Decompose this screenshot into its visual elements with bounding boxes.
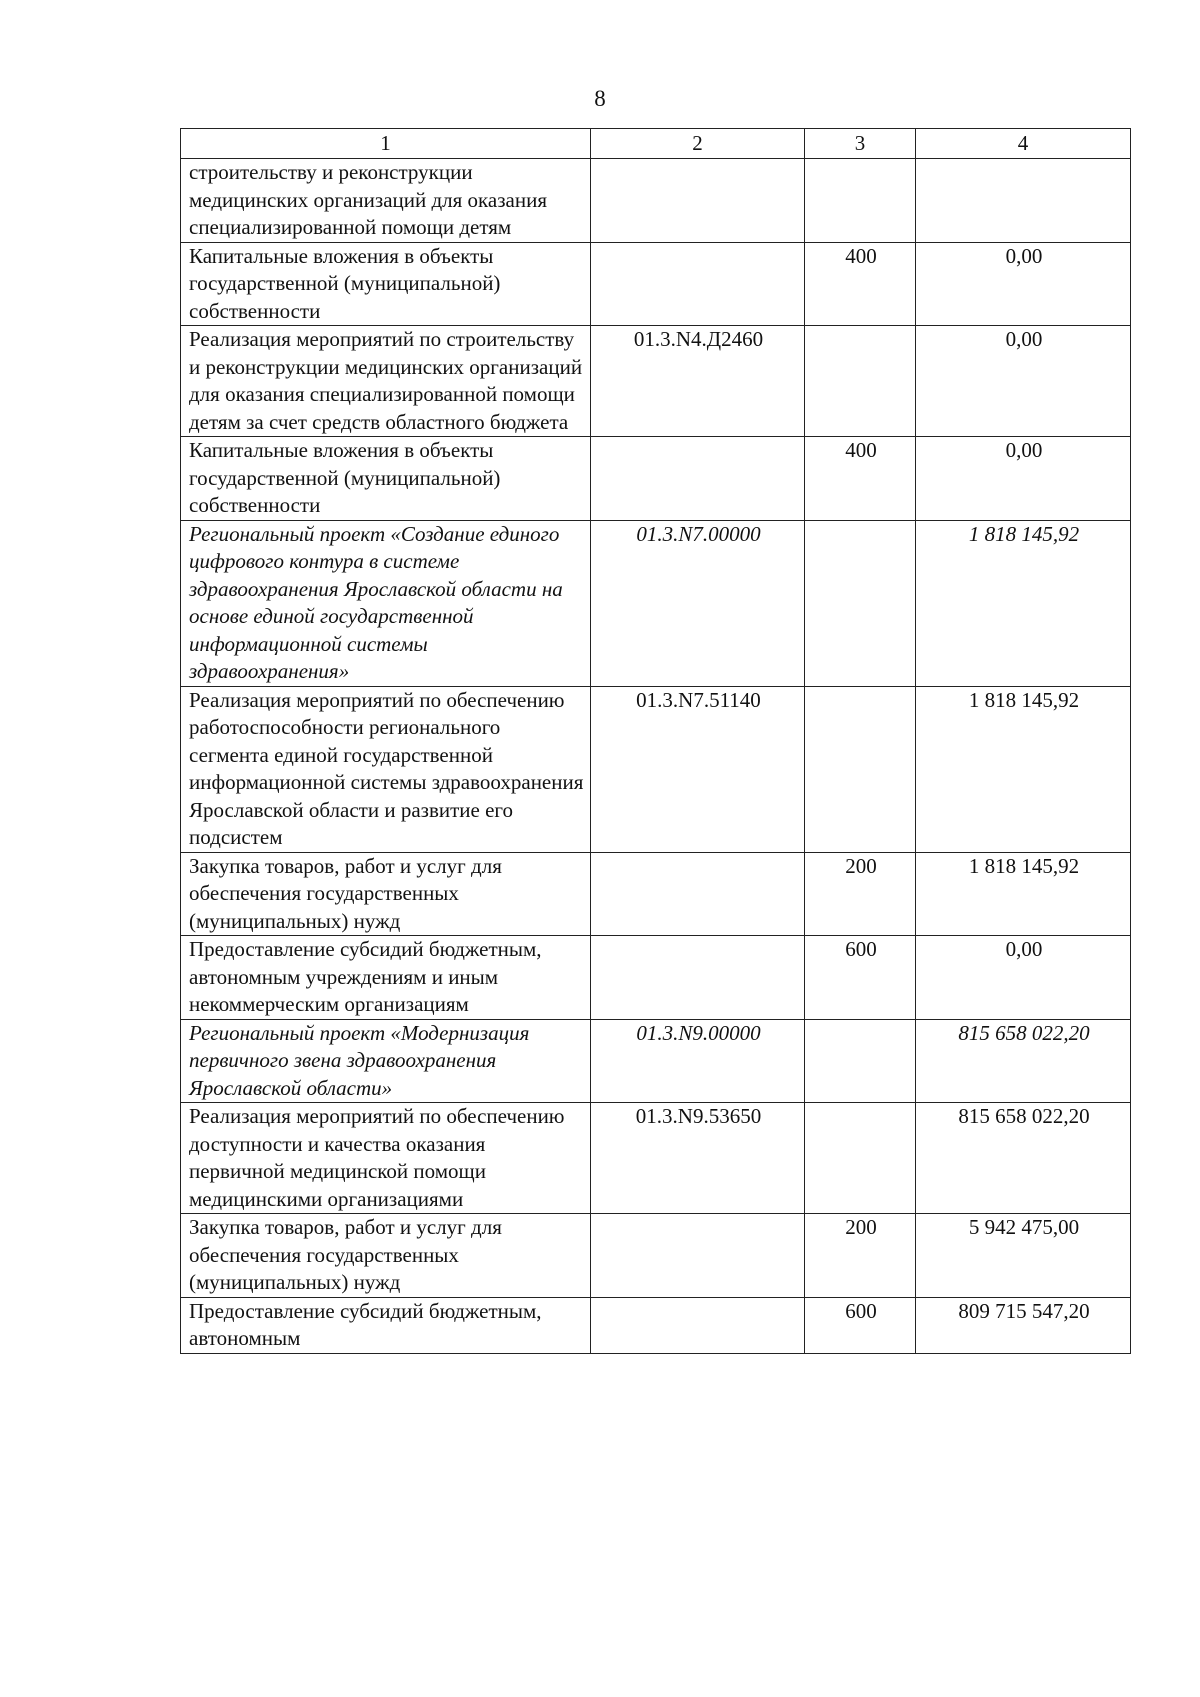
row-amount-cell: 815 658 022,20 xyxy=(916,1103,1131,1214)
row-type-cell xyxy=(805,326,916,437)
row-type-cell xyxy=(805,686,916,852)
row-name-cell: Реализация мероприятий по обеспечению работоспособности регионального сегмента единой государственной информационной системы здравоохранения Ярославской области и развитие его подсистем xyxy=(181,686,591,852)
row-code-cell xyxy=(591,437,805,521)
table-row xyxy=(181,852,1131,936)
row-amount-cell: 1 818 145,92 xyxy=(916,520,1131,686)
row-code-cell: 01.3.N9.53650 xyxy=(591,1103,805,1214)
row-amount-cell: 815 658 022,20 xyxy=(916,1019,1131,1103)
row-code-cell: 01.3.N4.Д2460 xyxy=(591,326,805,437)
row-amount-cell: 1 818 145,92 xyxy=(916,852,1131,936)
row-amount-cell: 5 942 475,00 xyxy=(916,1214,1131,1298)
row-name-cell: Закупка товаров, работ и услуг для обеспечения государственных (муниципальных) нужд xyxy=(181,1214,591,1298)
row-type-cell: 200 xyxy=(805,1214,916,1298)
row-amount-cell: 0,00 xyxy=(916,242,1131,326)
row-code-cell xyxy=(591,1297,805,1353)
row-name-cell: Капитальные вложения в объекты государственной (муниципальной) собственности xyxy=(181,437,591,521)
table-row xyxy=(181,1019,1131,1103)
table-row xyxy=(181,437,1131,521)
table-row xyxy=(181,1214,1131,1298)
row-type-cell: 600 xyxy=(805,1297,916,1353)
row-code-cell xyxy=(591,936,805,1020)
column-header-1: 1 xyxy=(181,129,591,159)
row-name-cell: Региональный проект «Модернизация первичного звена здравоохранения Ярославской области» xyxy=(181,1019,591,1103)
row-type-cell: 400 xyxy=(805,437,916,521)
row-code-cell xyxy=(591,852,805,936)
row-name-cell: Предоставление субсидий бюджетным, автономным учреждениям и иным некоммерческим организациям xyxy=(181,936,591,1020)
row-type-cell: 400 xyxy=(805,242,916,326)
table-header-row xyxy=(181,129,1131,159)
row-amount-cell: 809 715 547,20 xyxy=(916,1297,1131,1353)
table-row xyxy=(181,936,1131,1020)
row-type-cell xyxy=(805,1019,916,1103)
row-type-cell: 200 xyxy=(805,852,916,936)
row-amount-cell: 0,00 xyxy=(916,437,1131,521)
row-name-cell: Реализация мероприятий по строительству и реконструкции медицинских организаций для оказания специализированной помощи детям за счет средств областного бюджета xyxy=(181,326,591,437)
column-header-4: 4 xyxy=(916,129,1131,159)
column-header-2: 2 xyxy=(591,129,805,159)
table-row xyxy=(181,1103,1131,1214)
row-code-cell xyxy=(591,159,805,243)
row-code-cell: 01.3.N7.00000 xyxy=(591,520,805,686)
row-name-cell: Региональный проект «Создание единого цифрового контура в системе здравоохранения Ярославской области на основе единой государственной информационной системы здравоохранения» xyxy=(181,520,591,686)
budget-table xyxy=(180,128,1131,1354)
row-code-cell: 01.3.N9.00000 xyxy=(591,1019,805,1103)
row-name-cell: Капитальные вложения в объекты государственной (муниципальной) собственности xyxy=(181,242,591,326)
row-amount-cell xyxy=(916,159,1131,243)
row-code-cell xyxy=(591,242,805,326)
row-amount-cell: 0,00 xyxy=(916,326,1131,437)
row-amount-cell: 1 818 145,92 xyxy=(916,686,1131,852)
row-name-cell: Закупка товаров, работ и услуг для обеспечения государственных (муниципальных) нужд xyxy=(181,852,591,936)
row-amount-cell: 0,00 xyxy=(916,936,1131,1020)
table-row xyxy=(181,242,1131,326)
row-type-cell xyxy=(805,1103,916,1214)
table-row xyxy=(181,1297,1131,1353)
row-name-cell: Реализация мероприятий по обеспечению доступности и качества оказания первичной медицинской помощи медицинскими организациями xyxy=(181,1103,591,1214)
table-row xyxy=(181,159,1131,243)
table-body xyxy=(181,159,1131,1354)
row-type-cell xyxy=(805,520,916,686)
page-number: 8 xyxy=(594,86,606,111)
table-row xyxy=(181,326,1131,437)
row-name-cell: строительству и реконструкции медицинских организаций для оказания специализированной помощи детям xyxy=(181,159,591,243)
row-code-cell: 01.3.N7.51140 xyxy=(591,686,805,852)
column-header-3: 3 xyxy=(805,129,916,159)
row-type-cell xyxy=(805,159,916,243)
table-row xyxy=(181,520,1131,686)
row-code-cell xyxy=(591,1214,805,1298)
table-row xyxy=(181,686,1131,852)
row-name-cell: Предоставление субсидий бюджетным, автономным xyxy=(181,1297,591,1353)
row-type-cell: 600 xyxy=(805,936,916,1020)
